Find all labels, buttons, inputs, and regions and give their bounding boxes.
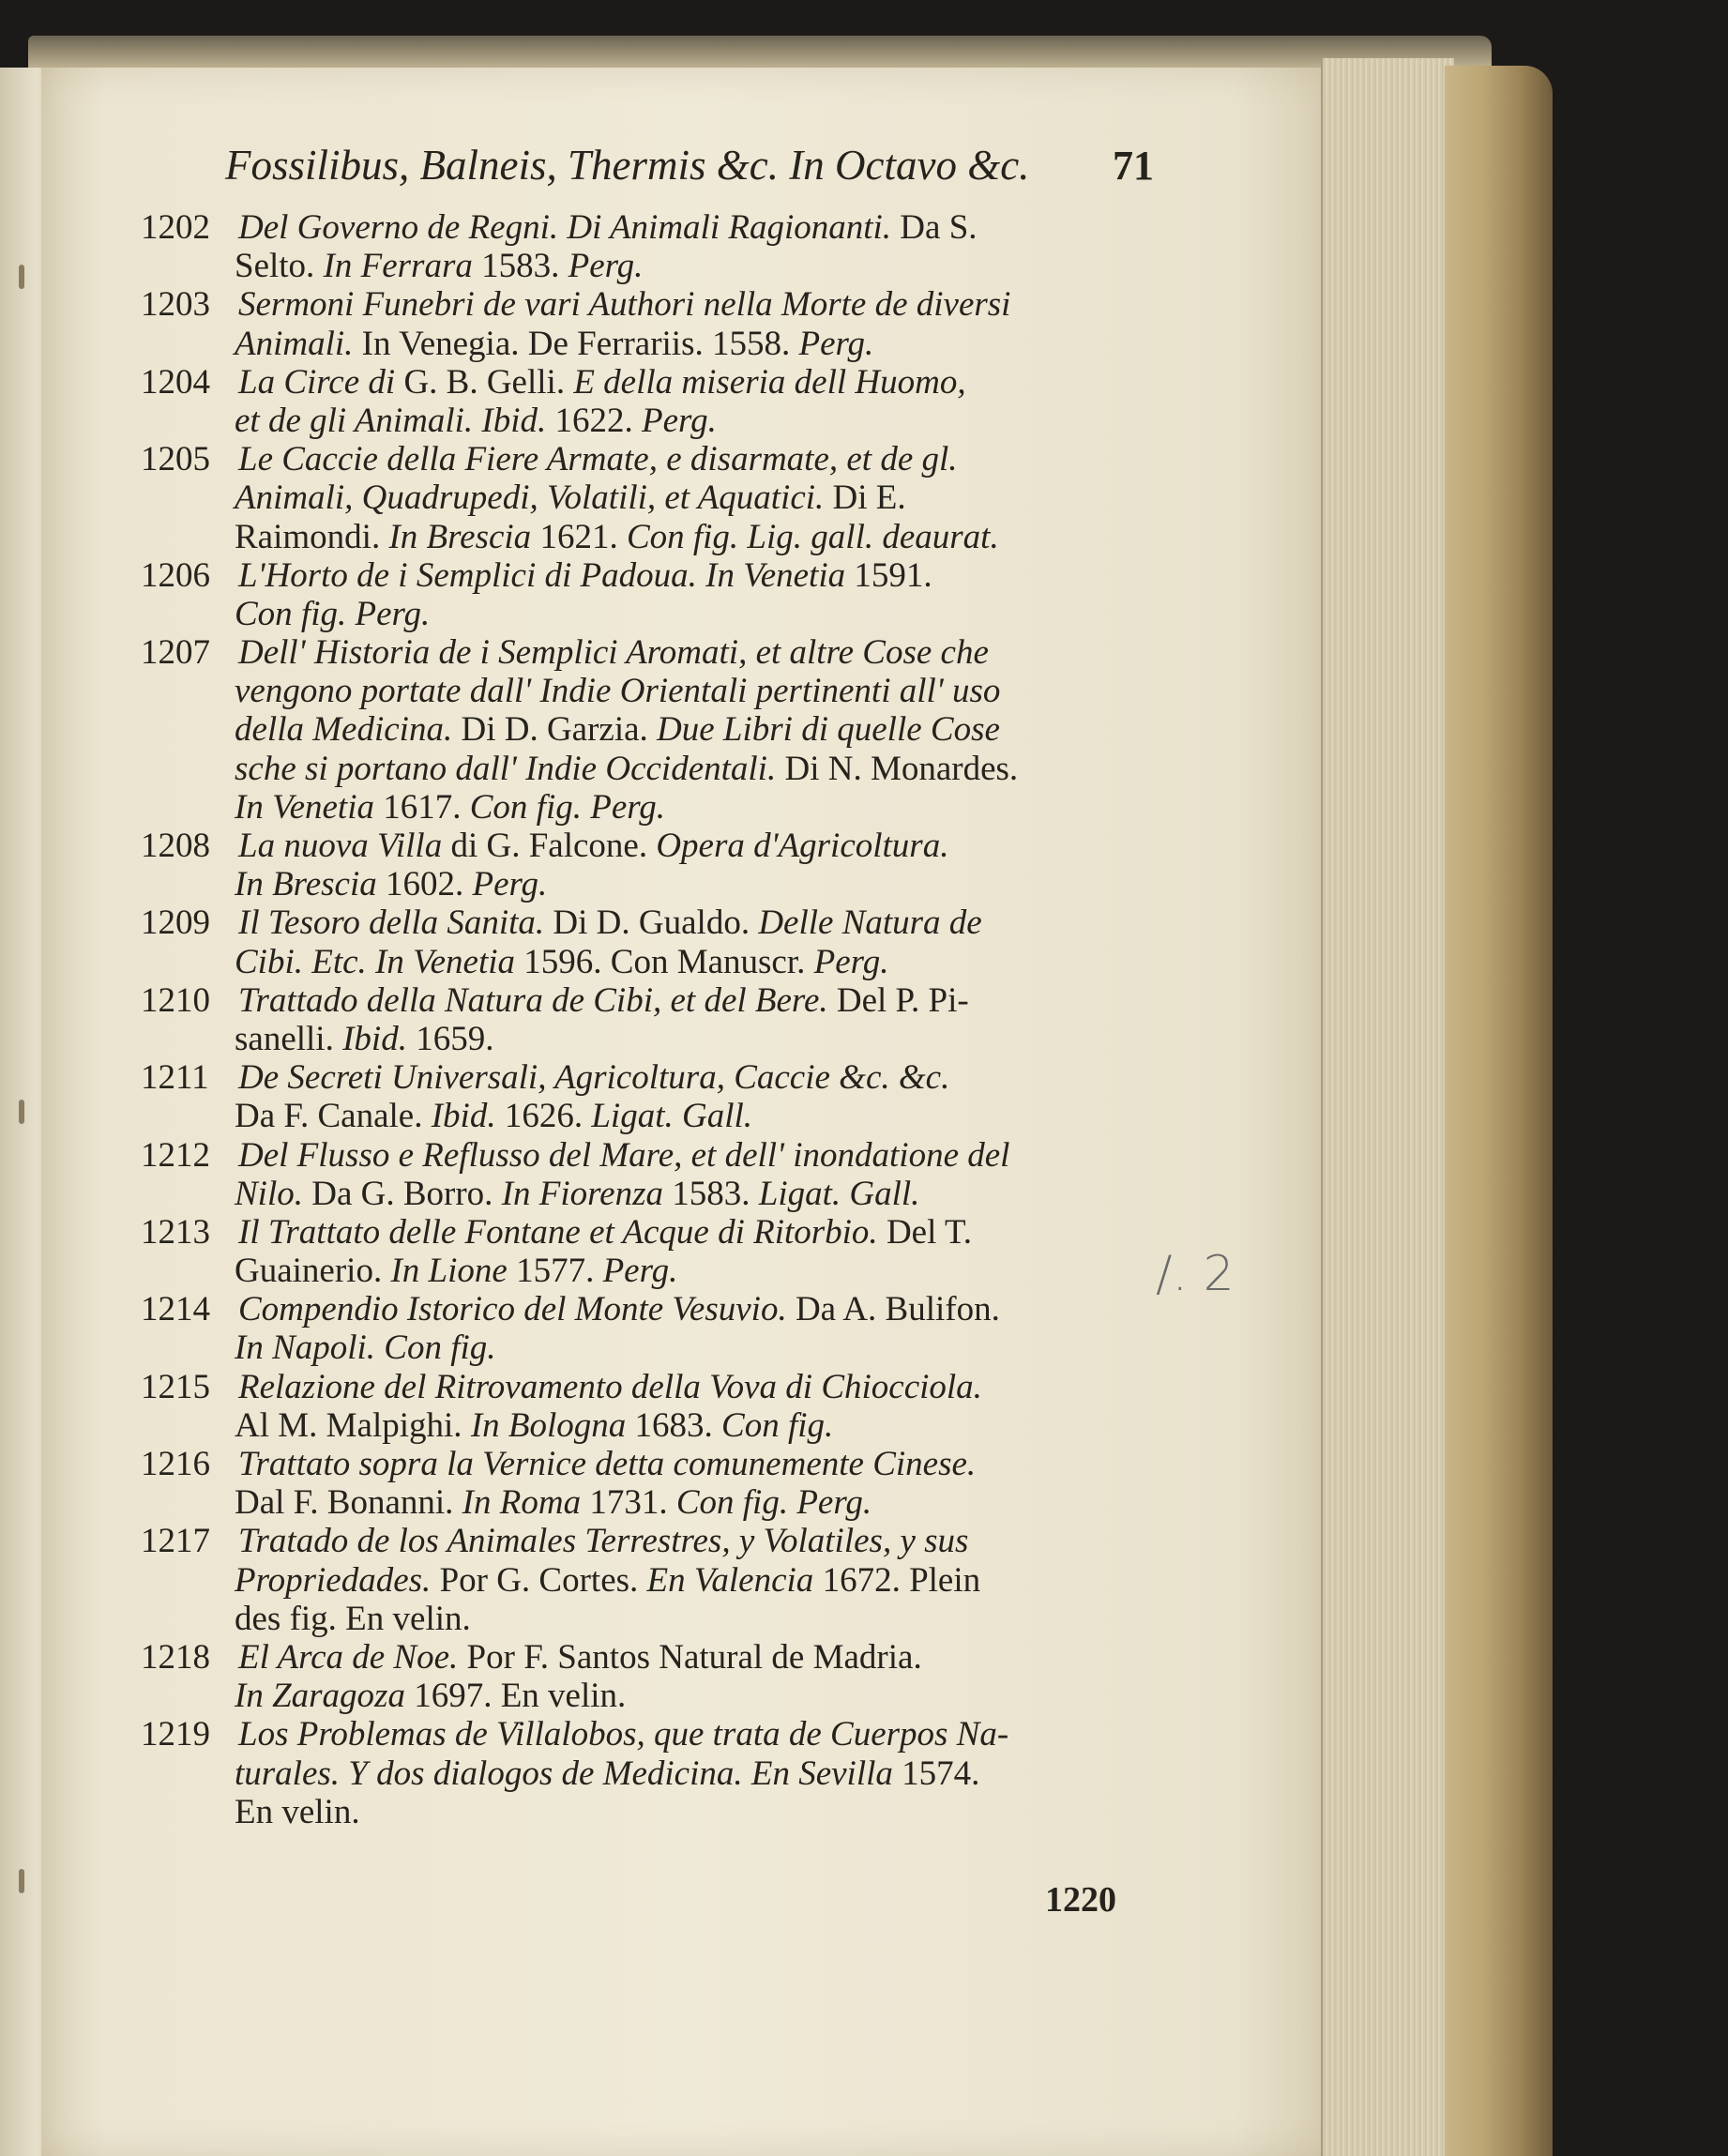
italic-text: E della miseria dell Huomo, — [573, 362, 966, 402]
italic-text: In Brescia — [388, 517, 532, 556]
entry-line — [141, 1793, 1154, 1831]
entry-line — [141, 363, 1154, 402]
binding-hole — [19, 1100, 24, 1124]
entry-line — [141, 440, 1154, 478]
entry-line — [141, 402, 1154, 440]
book-cover-edge — [1445, 66, 1553, 2156]
entry-line — [141, 208, 1154, 247]
italic-text: En Valencia — [646, 1560, 814, 1600]
italic-text: Nilo. — [235, 1174, 303, 1213]
italic-text: Delle Natura de — [758, 903, 982, 943]
roman-text: Por F. Santos Natural de Madria. — [458, 1637, 922, 1677]
binding-hole — [19, 265, 24, 289]
entry-line — [141, 1522, 1154, 1560]
italic-text: In Bologna — [470, 1405, 627, 1445]
catalogue-entry — [141, 633, 1154, 827]
entry-number: 1207 — [141, 633, 210, 673]
entry-line — [141, 478, 1154, 517]
roman-text: Di D. Gualdo. — [544, 903, 759, 943]
italic-text: et de gli Animali. Ibid. — [235, 401, 547, 440]
entry-number: 1206 — [141, 555, 210, 595]
entry-line — [141, 1136, 1154, 1175]
running-header — [225, 141, 1154, 190]
entry-line — [141, 556, 1154, 595]
entry-line — [141, 1368, 1154, 1406]
italic-text: turales. Y dos dialogos de Medicina. En Sevilla — [235, 1754, 893, 1793]
italic-text: Opera d'Agricoltura. — [656, 827, 949, 865]
roman-text: Raimondi. — [235, 517, 389, 556]
entry-line — [141, 1097, 1154, 1135]
roman-text: 1622. — [546, 401, 643, 440]
italic-text: Perg. — [472, 865, 548, 904]
italic-text: Con fig. Perg. — [469, 787, 666, 827]
entry-line — [141, 1406, 1154, 1445]
italic-text: La Circe di — [238, 362, 396, 402]
italic-text: Perg. — [568, 247, 644, 286]
italic-text: Del Flusso e Reflusso del Mare, et dell' inondatione del — [238, 1135, 1010, 1175]
catalogue-entry — [141, 1445, 1154, 1522]
italic-text: Con fig. Lig. gall. deaurat. — [626, 517, 999, 556]
roman-text: Del P. Pi- — [827, 980, 969, 1020]
handwritten-margin-note: /. 2 — [1156, 1246, 1235, 1302]
italic-text: In Napoli. Con fig. — [235, 1329, 496, 1368]
italic-text: Trattado della Natura de Cibi, et del Bere. — [238, 980, 828, 1020]
italic-text: Perg. — [602, 1252, 678, 1291]
entry-number: 1217 — [141, 1522, 210, 1561]
catalogue-entry — [141, 1638, 1154, 1715]
entry-line — [141, 1329, 1154, 1367]
italic-text: Animali. — [235, 324, 354, 363]
italic-text: Relazione del Ritrovamento della Vova di Chiocciola. — [238, 1367, 982, 1406]
catalogue-entries — [141, 208, 1154, 1831]
roman-text: 1583. — [663, 1174, 759, 1213]
roman-text: 1602. — [376, 865, 473, 904]
catalogue-entry — [141, 285, 1154, 362]
roman-text: Al M. Malpighi. — [235, 1405, 471, 1445]
italic-text: Trattato sopra la Vernice detta comunemente Cinese. — [238, 1445, 977, 1483]
catalogue-entry — [141, 1058, 1154, 1135]
roman-text: Dal F. Bonanni. — [235, 1483, 462, 1523]
entry-line — [141, 1483, 1154, 1522]
italic-text: Ibid. — [342, 1019, 407, 1058]
italic-text: L'Horto de i Semplici di Padoua. In Venetia — [238, 555, 846, 595]
roman-text: des fig. En velin. — [235, 1599, 471, 1638]
roman-text: di G. Falcone. — [442, 827, 657, 865]
italic-text: Animali, Quadrupedi, Volatili, et Aquatici. — [235, 478, 825, 518]
entry-number: 1204 — [141, 362, 210, 402]
italic-text: Perg. — [798, 324, 874, 363]
italic-text: Le Caccie della Fiere Armate, e disarmate, et de gl. — [238, 440, 958, 479]
entry-line — [141, 1715, 1154, 1754]
italic-text: La nuova Villa — [238, 827, 443, 865]
entry-line — [141, 943, 1154, 981]
italic-text: Ibid. — [431, 1097, 496, 1136]
italic-text: vengono portate dall' Indie Orientali pertinenti all' uso — [235, 672, 1001, 711]
roman-text: En velin. — [235, 1792, 360, 1831]
roman-text: 1731. — [581, 1483, 676, 1523]
roman-text: 1577. — [507, 1252, 603, 1291]
entry-line — [141, 1445, 1154, 1483]
roman-text: 1672. Plein — [813, 1560, 981, 1600]
roman-text: 1574. — [892, 1754, 980, 1793]
roman-text: G. B. Gelli. — [395, 362, 574, 402]
entry-number: 1202 — [141, 208, 210, 247]
entry-number: 1219 — [141, 1715, 210, 1754]
italic-text: Ligat. Gall. — [591, 1097, 753, 1136]
catalogue-entry — [141, 827, 1154, 903]
entry-number: 1214 — [141, 1290, 210, 1329]
italic-text: Perg. — [813, 942, 889, 981]
page-number: 71 — [1113, 143, 1154, 189]
italic-text: della Medicina. — [235, 710, 453, 750]
italic-text: Propriedades. — [235, 1560, 432, 1600]
roman-text: Da S. — [891, 208, 978, 247]
entry-line — [141, 1213, 1154, 1252]
entry-line — [141, 1290, 1154, 1329]
entry-line — [141, 633, 1154, 672]
italic-text: Tratado de los Animales Terrestres, y Volatiles, y sus — [238, 1522, 969, 1561]
roman-text: Di E. — [824, 478, 906, 518]
italic-text: El Arca de Noe. — [238, 1637, 459, 1677]
entry-line — [141, 595, 1154, 633]
roman-text: Por G. Cortes. — [431, 1560, 647, 1600]
roman-text: 1583. — [472, 247, 568, 286]
roman-text: Guainerio. — [235, 1252, 391, 1291]
italic-text: In Roma — [462, 1483, 582, 1523]
roman-text: Da G. Borro. — [303, 1174, 502, 1213]
catalogue-entry — [141, 208, 1154, 285]
entry-line — [141, 903, 1154, 942]
roman-text: 1596. Con Manuscr. — [515, 942, 814, 981]
entry-line — [141, 1561, 1154, 1600]
entry-line — [141, 1020, 1154, 1058]
entry-line — [141, 865, 1154, 903]
entry-number: 1216 — [141, 1445, 210, 1483]
entry-number: 1213 — [141, 1212, 210, 1252]
entry-line — [141, 1677, 1154, 1715]
entry-line — [141, 1252, 1154, 1290]
italic-text: Los Problemas de Villalobos, que trata de Cuerpos Na- — [238, 1715, 1009, 1754]
catalogue-entry — [141, 1368, 1154, 1445]
italic-text: De Secreti Universali, Agricoltura, Caccie &c. &c. — [238, 1058, 950, 1098]
italic-text: In Lione — [390, 1252, 508, 1291]
roman-text: In Venegia. De Ferrariis. 1558. — [353, 324, 799, 363]
roman-text: 1621. — [531, 517, 627, 556]
catalogue-entry — [141, 1522, 1154, 1638]
roman-text: 1697. En velin. — [404, 1677, 627, 1716]
entry-line — [141, 247, 1154, 285]
italic-text: Ligat. Gall. — [758, 1174, 920, 1213]
catchword: 1220 — [1045, 1880, 1116, 1920]
binding-hole — [19, 1869, 24, 1893]
catalogue-entry — [141, 556, 1154, 633]
italic-text: In Venetia — [235, 787, 374, 827]
entry-number: 1209 — [141, 903, 210, 943]
entry-line — [141, 981, 1154, 1020]
entry-number: 1205 — [141, 440, 210, 479]
roman-text: Selto. — [235, 247, 324, 286]
roman-text: 1659. — [406, 1019, 494, 1058]
italic-text: sche si portano dall' Indie Occidentali. — [235, 749, 777, 788]
entry-number: 1212 — [141, 1135, 210, 1175]
italic-text: Due Libri di quelle Cose — [657, 710, 1000, 750]
entry-line — [141, 750, 1154, 788]
entry-number: 1203 — [141, 285, 210, 325]
catalogue-entry — [141, 1213, 1154, 1290]
italic-text: Cibi. Etc. In Venetia — [235, 942, 516, 981]
entry-line — [141, 325, 1154, 363]
catalogue-entry — [141, 903, 1154, 980]
italic-text: In Fiorenza — [501, 1174, 663, 1213]
running-title: Fossilibus, Balneis, Thermis &c. In Octavo &c. — [225, 142, 1030, 189]
entry-number: 1210 — [141, 980, 210, 1020]
catalogue-entry — [141, 440, 1154, 556]
italic-text: Con fig. Perg. — [675, 1483, 872, 1523]
entry-line — [141, 788, 1154, 827]
italic-text: Con fig. — [721, 1405, 834, 1445]
entry-number: 1208 — [141, 827, 210, 865]
entry-line — [141, 1600, 1154, 1638]
roman-text: Da A. Bulifon. — [786, 1290, 1000, 1329]
catalogue-entry — [141, 981, 1154, 1058]
roman-text: 1617. — [373, 787, 470, 827]
catalogue-entry — [141, 363, 1154, 440]
italic-text: Perg. — [642, 401, 717, 440]
entry-line — [141, 1175, 1154, 1213]
roman-text: Di D. Garzia. — [452, 710, 658, 750]
entry-number: 1218 — [141, 1637, 210, 1677]
entry-number: 1215 — [141, 1367, 210, 1406]
page-stack-edge — [1321, 58, 1454, 2156]
entry-line — [141, 1638, 1154, 1677]
roman-text: 1626. — [495, 1097, 592, 1136]
italic-text: In Zaragoza — [235, 1677, 405, 1716]
roman-text: Del T. — [877, 1212, 973, 1252]
catalogue-entry — [141, 1290, 1154, 1367]
roman-text: Da F. Canale. — [235, 1097, 432, 1136]
roman-text: 1683. — [626, 1405, 722, 1445]
roman-text: sanelli. — [235, 1019, 343, 1058]
entry-line — [141, 827, 1154, 865]
italic-text: Il Trattato delle Fontane et Acque di Ritorbio. — [238, 1212, 878, 1252]
italic-text: Dell' Historia de i Semplici Aromati, et altre Cose che — [238, 633, 989, 673]
catalogue-entry — [141, 1136, 1154, 1213]
entry-line — [141, 518, 1154, 556]
roman-text: 1591. — [845, 555, 932, 595]
roman-text: Di N. Monardes. — [776, 749, 1019, 788]
entry-number: 1211 — [141, 1058, 209, 1098]
italic-text: Sermoni Funebri de vari Authori nella Morte de diversi — [238, 285, 1011, 325]
italic-text: Il Tesoro della Sanita. — [238, 903, 545, 943]
entry-line — [141, 710, 1154, 749]
entry-line — [141, 672, 1154, 710]
catalogue-entry — [141, 1715, 1154, 1831]
italic-text: In Ferrara — [323, 247, 473, 286]
italic-text: Del Governo de Regni. Di Animali Ragionanti. — [238, 208, 892, 247]
italic-text: Con fig. Perg. — [235, 594, 431, 633]
italic-text: Compendio Istorico del Monte Vesuvio. — [238, 1290, 787, 1329]
entry-line — [141, 285, 1154, 324]
entry-line — [141, 1754, 1154, 1793]
italic-text: In Brescia — [235, 865, 377, 904]
entry-line — [141, 1058, 1154, 1097]
